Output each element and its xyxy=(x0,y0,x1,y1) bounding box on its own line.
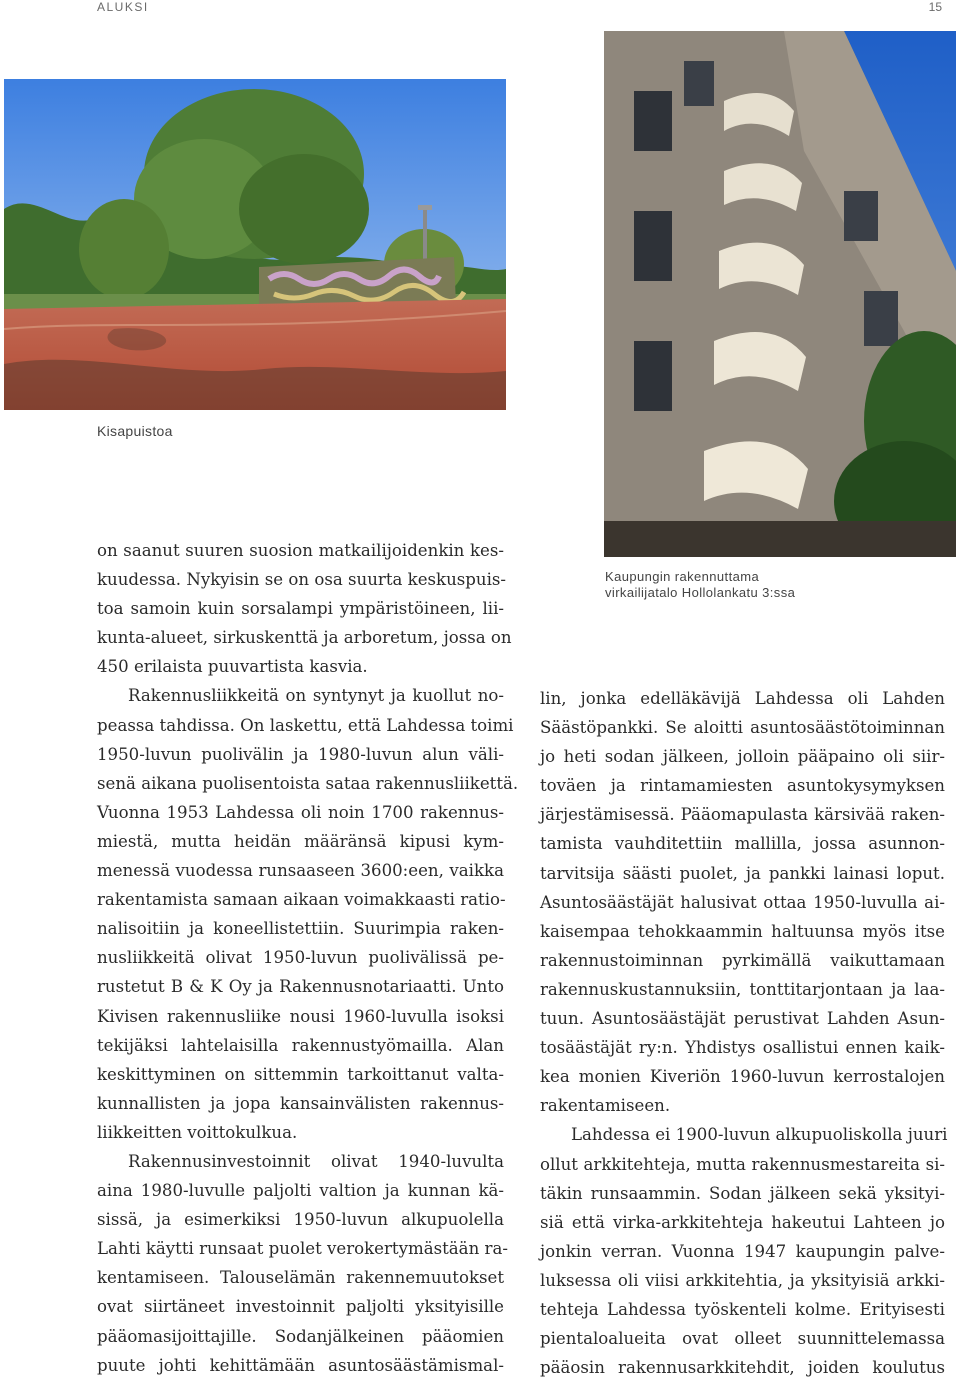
text-line: Rakennusinvestoinnit olivat 1940-luvulta xyxy=(128,1151,504,1171)
text-line: menessä vuodessa runsaaseen 3600:een, vaikka xyxy=(97,861,504,881)
text-line: rakentamiseen. xyxy=(540,1096,671,1116)
building-photo xyxy=(604,31,956,557)
text-line: tekijäksi lahtelaisilla rakennustyömailla. Alan xyxy=(97,1035,504,1055)
caption-line: Kaupungin rakennuttama xyxy=(605,569,760,584)
text-line: sissä, ja esimerkiksi 1950-luvun alkupuolella xyxy=(97,1210,504,1230)
text-line: kunta-alueet, sirkuskenttä ja arboretum, jossa on xyxy=(97,628,512,648)
text-line: rakennustoiminnan pyrkimällä vaikuttamaan xyxy=(540,950,945,970)
text-line: ovat siirtäneet investoinnit paljolti yksityisille xyxy=(97,1297,504,1317)
text-line: pääomasijoittajille. Sodanjälkeinen pääomien xyxy=(97,1326,504,1346)
text-line: nalisoitiin ja koneellistettiin. Suurimpia raken- xyxy=(97,919,504,939)
text-line: Kivisen rakennusliike nousi 1960-luvulla isoksi xyxy=(97,1006,504,1026)
text-line: Lahti käytti runsaat puolet verokertymästään ra- xyxy=(97,1239,508,1259)
text-line: toväen ja rintamamiesten asuntokysymyksen xyxy=(540,776,945,796)
text-line: siä että virka-arkkitehteja hakeutui Lahteen jo xyxy=(540,1212,945,1232)
text-line: jo heti sodan jälkeen, jolloin pääpaino oli siir- xyxy=(540,747,945,767)
text-line: kentamiseen. Talouselämän rakennemuutokset xyxy=(97,1268,504,1288)
text-line: 1950-luvun puolivälin ja 1980-luvun alun väli- xyxy=(97,744,504,764)
text-line: jonkin verran. Vuonna 1947 kaupungin palve- xyxy=(540,1241,945,1261)
text-line: Säästöpankki. Se aloitti asuntosäästötoiminnan xyxy=(540,718,945,738)
section-header: ALUKSI xyxy=(97,0,149,14)
text-line: kuudessa. Nykyisin se on osa suurta keskuspuis- xyxy=(97,570,507,590)
text-line: liikkeitten voittokulkua. xyxy=(97,1122,298,1142)
text-line: järjestämisessä. Pääomapulasta kärsivää raken- xyxy=(540,805,945,825)
text-line: Vuonna 1953 Lahdessa oli noin 1700 rakennus- xyxy=(97,802,504,822)
text-line: ollut arkkitehteja, mutta rakennusmestareita si- xyxy=(540,1154,945,1174)
text-line: rustetut B & K Oy ja Rakennusnotariaatti. Unto xyxy=(97,977,504,997)
text-line: rakennuskustannuksiin, tonttitarjontaan ja laa- xyxy=(540,979,945,999)
text-line: lin, jonka edelläkävijä Lahdessa oli Lahden xyxy=(540,689,945,708)
text-line: nusliikkeitä olivat 1950-luvun puolivälissä pe- xyxy=(97,948,504,968)
text-line: 450 erilaista puuvartista kasvia. xyxy=(97,657,368,677)
text-line: peassa tahdissa. On laskettu, että Lahdessa toimi xyxy=(97,715,514,735)
building-photo-caption xyxy=(605,569,795,601)
text-line: kunnallisten ja jopa kansainvälisten rakennus- xyxy=(97,1093,504,1113)
text-line: Lahdessa ei 1900-luvun alkupuoliskolla juuri xyxy=(571,1125,948,1145)
text-line: tuun. Asuntosäästäjät perustivat Lahden Asun- xyxy=(540,1009,945,1029)
park-photo-caption: Kisapuistoa xyxy=(97,423,173,439)
text-line: puute johti kehittämään asuntosäästämismal- xyxy=(97,1355,504,1375)
text-line: miestä, mutta heidän määränsä kipusi kym- xyxy=(97,831,504,851)
text-line: kea monien Kiveriön 1960-luvun kerrostalojen xyxy=(540,1067,945,1087)
text-line: pientaloalueita ovat olleet suunnittelemassa xyxy=(540,1329,945,1349)
text-line: on saanut suuren suosion matkailijoidenkin kes- xyxy=(97,541,504,560)
text-line: rakentamista samaan aikaan voimakkaasti ratio- xyxy=(97,890,506,910)
body-text-left-column xyxy=(97,536,519,1380)
text-line: Asuntosäästäjät halusivat ottaa 1950-luvulla ai- xyxy=(540,892,945,912)
text-line: Rakennusliikkeitä on syntynyt ja kuollut no- xyxy=(128,686,504,706)
text-line: pääosin rakennusarkkitehdit, joiden koulutus xyxy=(540,1358,945,1378)
caption-line: virkailijatalo Hollolankatu 3:ssa xyxy=(605,585,796,600)
text-line: senä aikana puolisentoista sataa rakennusliikettä. xyxy=(97,773,519,793)
text-line: aina 1980-luvulle paljolti valtion ja kunnan kä- xyxy=(97,1181,504,1201)
text-line: tamista vauhditettiin mallilla, jossa asunnon- xyxy=(540,834,945,854)
text-line: tosäästäjät ry:n. Yhdistys osallistui ennen kaik- xyxy=(540,1038,945,1058)
text-line: tarvitsija säästi puolet, ja pankki lainasi loput. xyxy=(540,863,945,883)
text-line: keskittyminen on sittemmin tarkoittanut valta- xyxy=(97,1064,504,1084)
text-line: luksessa oli viisi arkkitehtia, ja yksityisiä arkki- xyxy=(540,1270,945,1290)
text-line: tehteja Lahdessa työskenteli kolme. Erityisesti xyxy=(540,1299,945,1319)
text-line: toa samoin kuin sorsalampi ympäristöineen, lii- xyxy=(97,599,504,619)
body-text-right-column xyxy=(540,684,948,1382)
page-number: 15 xyxy=(928,0,942,14)
park-photo xyxy=(4,79,506,410)
text-line: täkin runsaammin. Sodan jälkeen sekä yksityi- xyxy=(540,1183,945,1203)
text-line: kaisempaa tehokkaammin haltuunsa myös itse xyxy=(540,921,945,941)
